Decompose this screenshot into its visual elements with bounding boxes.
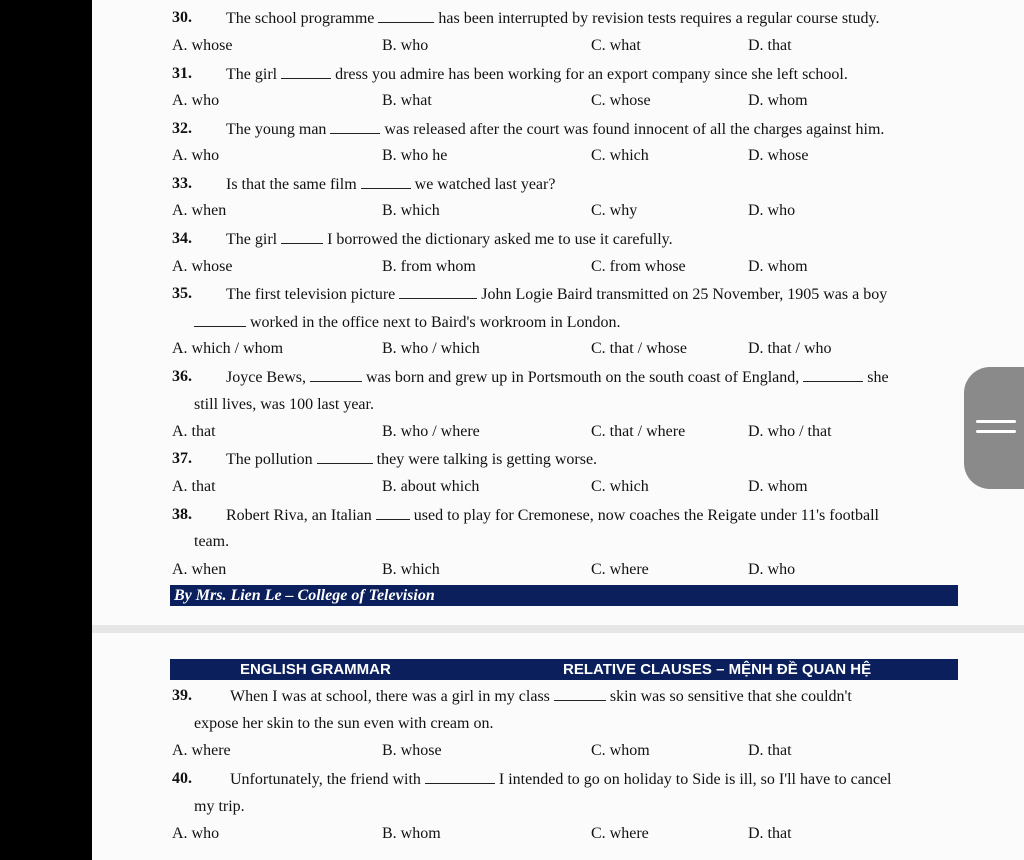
question-35-text-line2: worked in the office next to Baird's workroom in London.	[194, 312, 621, 333]
question-32-text: The young man was released after the court was found innocent of all the charges against him.	[226, 121, 885, 138]
page-header-bar	[170, 659, 958, 680]
option-b[interactable]: B. which	[382, 202, 440, 219]
option-b[interactable]: B. who	[382, 37, 429, 54]
option-b[interactable]: B. whose	[382, 742, 442, 759]
option-b[interactable]: B. who he	[382, 147, 448, 164]
option-a[interactable]: A. who	[172, 92, 220, 109]
question-36-text-line2: still lives, was 100 last year.	[194, 396, 374, 413]
question-number: 40.	[172, 770, 192, 787]
option-a[interactable]: A. whose	[172, 37, 233, 54]
option-b[interactable]: B. about which	[382, 478, 480, 495]
option-b[interactable]: B. from whom	[382, 258, 476, 275]
question-39-text: When I was at school, there was a girl in my class skin was so sensitive that she couldn't	[230, 688, 852, 705]
grip-line-icon	[976, 430, 1016, 433]
option-c[interactable]: C. whom	[591, 742, 650, 759]
question-number: 31.	[172, 65, 192, 82]
option-c[interactable]: C. where	[591, 825, 649, 842]
question-37-text: The pollution they were talking is getting worse.	[226, 451, 598, 468]
question-number: 39.	[172, 687, 192, 704]
option-d[interactable]: D. that	[748, 825, 792, 842]
question-36-text: Joyce Bews, was born and grew up in Portsmouth on the south coast of England, she	[226, 369, 889, 386]
option-a[interactable]: A. that	[172, 423, 216, 440]
question-number: 33.	[172, 175, 192, 192]
option-a[interactable]: A. when	[172, 561, 227, 578]
option-a[interactable]: A. when	[172, 202, 227, 219]
option-c[interactable]: C. that / whose	[591, 340, 687, 357]
question-number: 37.	[172, 450, 192, 467]
option-a[interactable]: A. where	[172, 742, 231, 759]
option-a[interactable]: A. who	[172, 147, 220, 164]
option-d[interactable]: D. that	[748, 742, 792, 759]
question-number: 36.	[172, 368, 192, 385]
question-number: 34.	[172, 230, 192, 247]
option-a[interactable]: A. which / whom	[172, 340, 284, 357]
option-d[interactable]: D. who	[748, 202, 796, 219]
header-subject: ENGLISH GRAMMAR	[240, 661, 391, 678]
option-d[interactable]: D. whom	[748, 478, 808, 495]
option-c[interactable]: C. whose	[591, 92, 651, 109]
option-c[interactable]: C. that / where	[591, 423, 686, 440]
option-c[interactable]: C. what	[591, 37, 641, 54]
option-c[interactable]: C. why	[591, 202, 638, 219]
side-scroll-handle[interactable]	[964, 367, 1024, 489]
question-30-text: The school programme has been interrupted by revision tests requires a regular course study.	[226, 10, 880, 27]
left-black-margin	[0, 0, 92, 860]
option-c[interactable]: C. from whose	[591, 258, 686, 275]
option-b[interactable]: B. whom	[382, 825, 441, 842]
option-d[interactable]: D. who	[748, 561, 796, 578]
option-b[interactable]: B. which	[382, 561, 440, 578]
question-number: 30.	[172, 9, 192, 26]
option-d[interactable]: D. who / that	[748, 423, 832, 440]
option-c[interactable]: C. which	[591, 147, 649, 164]
option-a[interactable]: A. whose	[172, 258, 233, 275]
question-number: 38.	[172, 506, 192, 523]
option-b[interactable]: B. what	[382, 92, 432, 109]
option-d[interactable]: D. whose	[748, 147, 809, 164]
question-39-text-line2: expose her skin to the sun even with cream on.	[194, 715, 494, 732]
option-b[interactable]: B. who / which	[382, 340, 480, 357]
question-33-text: Is that the same film we watched last year?	[226, 176, 556, 193]
option-d[interactable]: D. whom	[748, 92, 808, 109]
option-d[interactable]: D. that / who	[748, 340, 832, 357]
page-break-gap	[92, 625, 1024, 633]
option-c[interactable]: C. where	[591, 561, 649, 578]
header-topic: RELATIVE CLAUSES – MỆNH ĐỀ QUAN HỆ	[563, 661, 872, 678]
question-38-text-line2: team.	[194, 533, 230, 550]
question-38-text: Robert Riva, an Italian used to play for Cremonese, now coaches the Reigate under 11's football	[226, 507, 879, 524]
option-d[interactable]: D. that	[748, 37, 792, 54]
option-a[interactable]: A. who	[172, 825, 220, 842]
grip-line-icon	[976, 420, 1016, 423]
question-number: 32.	[172, 120, 192, 137]
question-40-text-line2: my trip.	[194, 798, 245, 815]
question-34-text: The girl I borrowed the dictionary asked me to use it carefully.	[226, 231, 673, 248]
author-footer-bar: By Mrs. Lien Le – College of Television	[170, 585, 958, 606]
option-d[interactable]: D. whom	[748, 258, 808, 275]
question-40-text: Unfortunately, the friend with I intended to go on holiday to Side is ill, so I'll have to cancel	[230, 771, 892, 788]
question-31-text: The girl dress you admire has been working for an export company since she left school.	[226, 66, 848, 83]
option-c[interactable]: C. which	[591, 478, 649, 495]
question-number: 35.	[172, 285, 192, 302]
option-a[interactable]: A. that	[172, 478, 216, 495]
option-b[interactable]: B. who / where	[382, 423, 480, 440]
question-35-text: The first television picture John Logie Baird transmitted on 25 November, 1905 was a boy	[226, 286, 888, 303]
